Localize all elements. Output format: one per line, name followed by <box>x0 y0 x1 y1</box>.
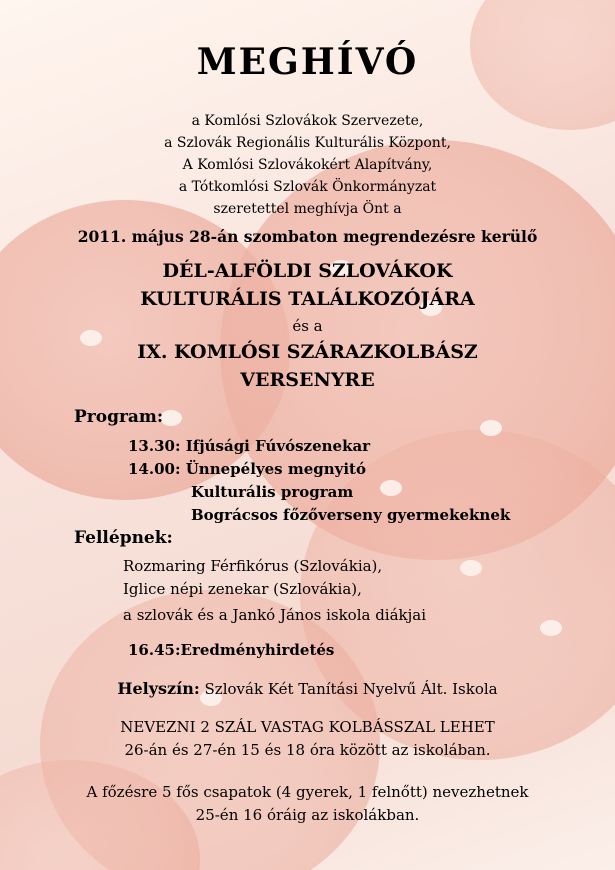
performer-item: Rozmaring Férfikórus (Szlovákia), <box>123 557 383 575</box>
program-item: Kulturális program <box>191 483 354 501</box>
cooking-info <box>0 781 615 827</box>
entry-line: 26-án és 27-én 15 és 18 óra között az iskolában. <box>124 741 491 759</box>
cooking-line: A főzésre 5 fős csapatok (4 gyerek, 1 felnőtt) nevezhetnek <box>86 783 529 801</box>
organizer-line: A Komlósi Szlovákokért Alapítvány, <box>182 157 433 173</box>
event-title-2-line: IX. KOMLÓSI SZÁRAZKOLBÁSZ <box>137 341 478 363</box>
event-date: 2011. május 28-án szombaton megrendezésre kerülő <box>77 227 538 246</box>
invite-line: szeretettel meghívja Önt a <box>213 201 402 217</box>
event-title-1 <box>0 257 615 313</box>
entry-info <box>0 716 615 762</box>
program-item: Bográcsos főzőverseny gyermekeknek <box>191 506 511 524</box>
event-title-1-line: DÉL-ALFÖLDI SZLOVÁKOK <box>162 260 453 282</box>
program-item: 14.00: Ünnepélyes megnyitó <box>128 460 366 478</box>
page-title: MEGHÍVÓ <box>196 41 419 83</box>
venue <box>0 677 615 701</box>
venue-label: Helyszín: <box>117 679 200 698</box>
program-item: 13.30: Ifjúsági Fúvószenekar <box>128 437 371 455</box>
results-announcement: 16.45:Eredményhirdetés <box>128 641 335 659</box>
organizer-line: a Tótkomlósi Szlovák Önkormányzat <box>178 179 437 195</box>
organizer-line: a Szlovák Regionális Kulturális Központ, <box>164 135 451 151</box>
and-text: és a <box>292 317 323 335</box>
organizers <box>0 110 615 220</box>
program-heading: Program: <box>74 407 164 427</box>
performer-item: a szlovák és a Jankó János iskola diákjai <box>123 606 427 624</box>
cooking-line: 25-én 16 óráig az iskolákban. <box>195 806 420 824</box>
organizer-line: a Komlósi Szlovákok Szervezete, <box>191 113 424 129</box>
event-title-2-line: VERSENYRE <box>240 369 375 391</box>
event-title-2 <box>0 338 615 394</box>
entry-line: NEVEZNI 2 SZÁL VASTAG KOLBÁSSZAL LEHET <box>120 718 495 736</box>
event-title-1-line: KULTURÁLIS TALÁLKOZÓJÁRA <box>140 288 475 310</box>
venue-value: Szlovák Két Tanítási Nyelvű Ált. Iskola <box>204 680 498 698</box>
performer-item: Iglice népi zenekar (Szlovákia), <box>123 580 362 598</box>
performers-heading: Fellépnek: <box>74 528 173 548</box>
